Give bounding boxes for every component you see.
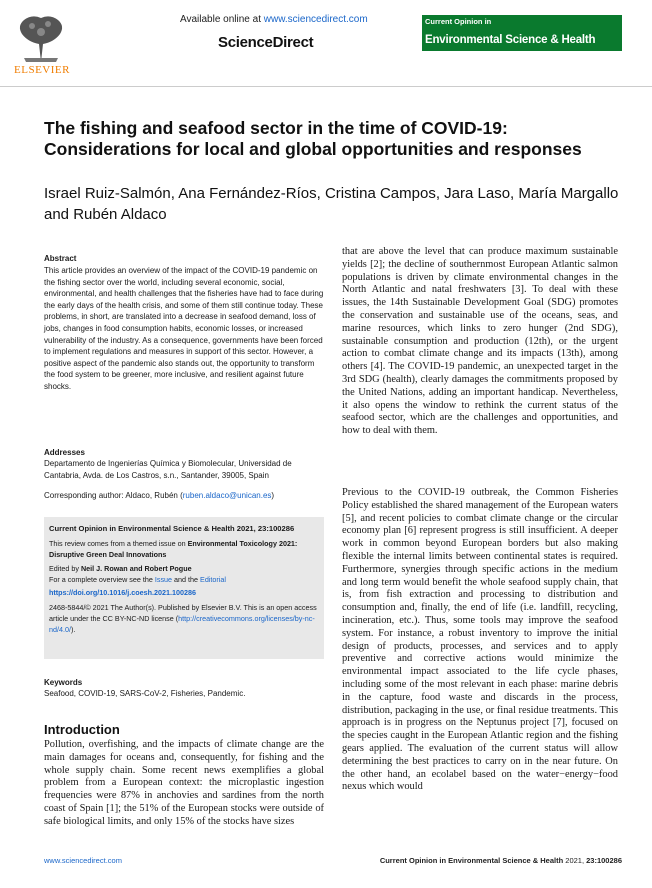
publisher-name: ELSEVIER [14, 64, 70, 76]
body-paragraph-2: Previous to the COVID-19 outbreak, the Common Fisheries Policy established the shared management of the European waters [5], and recent policies to combat climate change or the circular economy plan [6] represent progress is still insufficient. A deeper work in common beyond European borders but also making flexible the internal limits between continental states is required. Furthermore, synergies through specific actions in the medium and long term would benefit the whole seafood supply chain, that is, from fish extraction and processing to distribution and consumption and, finally, the end of life (i.e. landfill, recycling, incineration, etc.). Thus, some tools may improve the seafood system. For instance, a robust inventory to improve the initial design of products, processes, and services and to apply preventive and corrective actions would minimize the environmental impact associated to the life cycle phases, including some of the most relevant in each phase: marine debris in the capture, food waste and discards in the process, distribution, packaging in the use, or final residue treatments. This approach is in progress on the Neptunus project [7], focused on the species caught in the European Atlantic region and the fishing gears applied. The evaluation of the current status will allow determining the best practices to carry on in the near future. On the other hand, an ecolabel based on the water−energy−food nexus which would [342, 487, 618, 793]
sciencedirect-brand: ScienceDirect [218, 34, 314, 51]
abstract-heading: Abstract [44, 254, 77, 263]
footer-citation: Current Opinion in Environmental Science & Health 2021, 23:100286 [379, 856, 622, 865]
elsevier-tree-logo [14, 14, 68, 64]
license-link[interactable]: http://creativecommons.org/licenses/by-nc-nd/4.0/ [49, 614, 315, 634]
introduction-heading: Introduction [44, 722, 120, 737]
journal-banner [422, 15, 622, 51]
introduction-text: Pollution, overfishing, and the impacts of climate change are the main damages for oceans and, consequently, for fishing and the whole supply chain. Some recent news exemplifies a global problem from a European context: the microplastic ingestion frequencies were 87% in anchovies and sardines from the north coast of Spain [1]; the 51% of the European stocks were outside of safe biological limits, and only 15% of the stocks have sizes [44, 739, 324, 827]
author-email-link[interactable]: ruben.aldaco@unican.es [182, 491, 272, 500]
journal-banner-title: Environmental Science & Health [425, 34, 596, 46]
editorial-link[interactable]: Editorial [200, 575, 227, 584]
article-info-box [44, 517, 324, 659]
issue-link[interactable]: Issue [154, 575, 173, 584]
footer-site-link[interactable]: www.sciencedirect.com [44, 856, 122, 865]
corresponding-author: Corresponding author: Aldaco, Rubén (ruben.aldaco@unican.es) [44, 491, 275, 500]
sciencedirect-link[interactable]: www.sciencedirect.com [263, 14, 368, 25]
available-prefix: Available online at [180, 14, 264, 25]
editors: Edited by Neil J. Rowan and Robert Pogue [49, 564, 192, 573]
journal-citation: Current Opinion in Environmental Science & Health 2021, 23:100286 [49, 524, 295, 533]
keywords-heading: Keywords [44, 678, 83, 687]
themed-issue: This review comes from a themed issue on Environmental Toxicology 2021: Disruptive Green Deal Innovations [49, 539, 298, 559]
header-divider [0, 86, 652, 87]
journal-banner-small: Current Opinion in [425, 17, 492, 26]
article-authors: Israel Ruiz-Salmón, Ana Fernández-Ríos, Cristina Campos, Jara Laso, María Margallo and Rubén Aldaco [44, 185, 619, 223]
doi-link[interactable]: https://doi.org/10.1016/j.coesh.2021.100286 [49, 588, 197, 597]
addresses-text: Departamento de Ingenierías Química y Biomolecular, Universidad de Cantabria, Avda. de Los Castros, s.n., Santander, 39005, Spain [44, 459, 292, 480]
issue-overview: For a complete overview see the Issue and the Editorial [49, 575, 227, 584]
article-title: The fishing and seafood sector in the time of COVID-19: Considerations for local and global opportunities and responses [44, 118, 582, 159]
license-text: 2468-5844/© 2021 The Author(s). Published by Elsevier B.V. This is an open access article under the CC BY-NC-ND license (http://creativecommons.org/licenses/by-nc-nd/4.0/). [49, 603, 317, 634]
available-online [180, 14, 368, 25]
body-paragraph-1: that are above the level that can produce maximum sustainable yields [2]; the decline of southernmost European Atlantic salmon populations is driven by climate environmental changes in the North Atlantic and natal freshwaters [3]. To deal with these issues, the 14th Sustainable Development Goal (SDG) promotes the conservation and sustainable use of the oceans, seas, and marine resources, which links to zero hunger (2nd SDG), sustainable consumption and production (12th), or the urgent action to combat climate change and its impacts (13th), among others [4]. The COVID-19 pandemic, an unexpected target in the 3rd SDG (health), clearly damages the commitments proposed by the United Nations, adding an important handicap. Nevertheless, it also opens the window to rethink the current status of the seafood sector, which are the challenges and opportunities, and how to deal with them. [342, 246, 618, 437]
keywords-text: Seafood, COVID-19, SARS-CoV-2, Fisheries, Pandemic. [44, 689, 246, 698]
addresses-heading: Addresses [44, 448, 85, 457]
abstract-text: This article provides an overview of the impact of the COVID-19 pandemic on the fishing sector over the world, including several economic, social, environmental, and health challenges that the fisheries have had to face during the early days of the health crisis, and some of them still continue today. These problems, in short, are translated into a decrease in seafood demand, loss of jobs, changes in food consumption habits, economic losses, or increased vulnerability of the industry. As a consequence, governments have been forced to implement regulations and measures in support of this sector. However, a positive aspect of the pandemic also stands out, the opportunity to transform the food system to be greener, more inclusive, and resilient against future shocks. [44, 266, 324, 391]
